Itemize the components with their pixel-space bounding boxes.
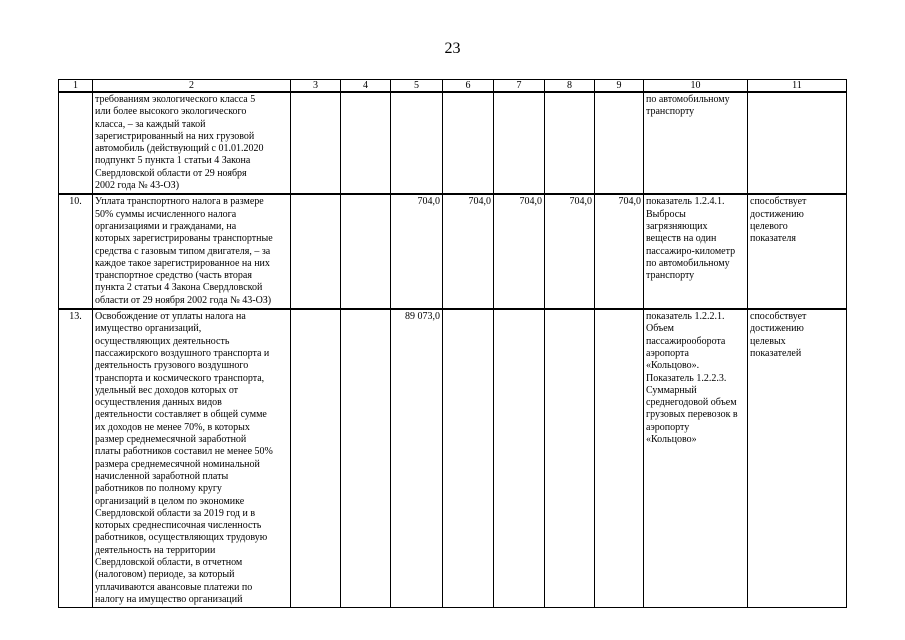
benefit-description-line: пассажирского воздушного транспорта и (95, 347, 270, 359)
column-header: 8 (545, 80, 595, 93)
page-number: 23 (444, 40, 461, 57)
benefit-description-line: средства с газовым типом двигателя, – за (95, 245, 271, 257)
value-col-5 (391, 92, 443, 194)
benefit-description-line: зарегистрированный на них грузовой (95, 130, 255, 142)
value-col-8 (545, 309, 595, 608)
benefit-description-line: организациями и гражданами, на (95, 220, 237, 232)
value-col-9 (595, 92, 644, 194)
benefit-description-line: начисленной заработной платы (95, 470, 229, 482)
benefit-description-line: пункта 2 статьи 4 Закона Свердловской (95, 282, 263, 294)
column-header: 5 (391, 80, 443, 93)
column-header: 3 (291, 80, 341, 93)
contribution-line: достижению (750, 208, 804, 220)
row-number: 10. (59, 194, 93, 309)
value-col-4 (341, 92, 391, 194)
benefit-description-line: Свердловской области, в отчетном (95, 556, 243, 568)
benefit-description (93, 92, 291, 194)
benefit-description-line: осуществления данных видов (95, 397, 222, 409)
indicator-line: аэропорта (646, 347, 689, 359)
value-col-3 (291, 309, 341, 608)
benefit-description-line: работников, осуществляющих трудовую (95, 532, 268, 544)
indicator-line: показатель 1.2.4.1. (646, 196, 725, 208)
value-col-8: 704,0 (545, 194, 595, 309)
contribution-line: показателей (750, 347, 802, 359)
row-number (59, 92, 93, 194)
contribution-line: достижению (750, 323, 804, 335)
column-header: 9 (595, 80, 644, 93)
value-col-9 (595, 309, 644, 608)
table-header-row (59, 80, 847, 93)
benefit-description-line: Свердловской области от 29 ноября (95, 167, 247, 179)
value-col-3 (291, 92, 341, 194)
value-col-7 (494, 92, 545, 194)
contribution-line: показателя (750, 233, 797, 245)
benefit-description-line: налогу на имущество организаций (95, 593, 243, 605)
benefit-description-line: деятельность на территории (95, 544, 216, 556)
contribution (748, 309, 847, 608)
benefit-description-line: их доходов не менее 70%, в которых (95, 421, 250, 433)
benefit-description-line: (налоговом) периоде, за который (95, 569, 235, 581)
value-col-6 (443, 309, 494, 608)
indicator-line: по автомобильному (646, 94, 730, 105)
benefit-description-line: деятельность грузового воздушного (95, 360, 249, 372)
contribution (748, 194, 847, 309)
indicator-line: загрязняющих (646, 220, 708, 232)
indicator-line: пассажиро-километр (646, 245, 736, 257)
contribution-line: способствует (750, 311, 807, 323)
benefit-description-line: Освобождение от уплаты налога на (95, 311, 246, 323)
benefit-description-line: размер среднемесячной заработной (95, 434, 247, 446)
indicator-line: показатель 1.2.2.1. (646, 311, 725, 323)
column-header: 1 (59, 80, 93, 93)
value-col-4 (341, 194, 391, 309)
contribution-line: целевых (750, 335, 786, 347)
benefit-description-line: организаций в целом по экономике (95, 495, 245, 507)
indicator-line: транспорту (646, 106, 695, 118)
value-col-6 (443, 92, 494, 194)
benefit-description-line: 2002 года № 43-ОЗ) (95, 180, 180, 192)
benefit-description-line: требованиям экологического класса 5 (95, 94, 256, 105)
column-header: 10 (644, 80, 748, 93)
benefit-description-line: области от 29 ноября 2002 года № 43-ОЗ) (95, 294, 272, 306)
indicator-line: аэропорту (646, 421, 690, 433)
column-header: 6 (443, 80, 494, 93)
value-col-5: 89 073,0 (391, 309, 443, 608)
benefit-description-line: имущество организаций, (95, 323, 202, 335)
indicator-line: «Кольцово». (646, 360, 700, 372)
column-header: 2 (93, 80, 291, 93)
benefit-description-line: которых зарегистрированы транспортные (95, 233, 273, 245)
indicator (644, 194, 748, 309)
benefit-description-line: осуществляющих деятельность (95, 335, 230, 347)
benefit-description-line: Уплата транспортного налога в размере (95, 196, 264, 208)
benefit-description-line: 50% суммы исчисленного налога (95, 208, 237, 220)
benefit-description-line: подпункт 5 пункта 1 статьи 4 Закона (95, 155, 251, 167)
benefits-table (58, 79, 847, 608)
indicator-line: Выбросы (646, 208, 686, 220)
benefit-description-line: платы работников составил не менее 50% (95, 446, 273, 458)
indicator-line: транспорту (646, 270, 695, 282)
value-col-7 (494, 309, 545, 608)
benefit-description-line: удельный вес доходов которых от (95, 384, 239, 396)
indicator-line: веществ на один (646, 233, 717, 245)
column-header: 4 (341, 80, 391, 93)
row-number: 13. (59, 309, 93, 608)
benefit-description-line: работников по полному кругу (95, 483, 222, 495)
value-col-7: 704,0 (494, 194, 545, 309)
benefit-description-line: автомобиль (действующий с 01.01.2020 (95, 143, 264, 155)
benefit-description-line: деятельности составляет в общей сумме (95, 409, 267, 421)
column-header: 11 (748, 80, 847, 93)
value-col-4 (341, 309, 391, 608)
contribution-line: целевого (750, 220, 788, 232)
table-row (59, 92, 847, 194)
indicator-line: Объем (646, 323, 674, 335)
indicator-line: пассажирооборота (646, 335, 726, 347)
indicator-line: «Кольцово» (646, 434, 697, 446)
contribution-line: способствует (750, 196, 807, 208)
benefit-description-line: транспортное средство (часть вторая (95, 270, 252, 282)
benefit-description (93, 194, 291, 309)
benefit-description-line: каждое такое зарегистрированное на них (95, 257, 270, 269)
table-row (59, 194, 847, 309)
benefit-description-line: размера среднемесячной номинальной (95, 458, 260, 470)
benefit-description-line: Свердловской области за 2019 год и в (95, 507, 256, 519)
value-col-3 (291, 194, 341, 309)
indicator-line: Суммарный (646, 384, 697, 396)
benefit-description-line: которых среднесписочная численность (95, 520, 262, 532)
contribution (748, 92, 847, 194)
indicator-line: грузовых перевозок в (646, 409, 738, 421)
value-col-6: 704,0 (443, 194, 494, 309)
indicator (644, 309, 748, 608)
column-header: 7 (494, 80, 545, 93)
benefit-description-line: или более высокого экологического (95, 106, 247, 118)
indicator-line: по автомобильному (646, 257, 730, 269)
value-col-8 (545, 92, 595, 194)
indicator (644, 92, 748, 194)
benefit-description-line: класса, – за каждый такой (95, 118, 206, 130)
indicator-line: Показатель 1.2.2.3. (646, 372, 727, 384)
benefit-description (93, 309, 291, 608)
value-col-9: 704,0 (595, 194, 644, 309)
indicator-line: среднегодовой объем (646, 397, 737, 409)
benefit-description-line: уплачиваются авансовые платежи по (95, 581, 253, 593)
table-row (59, 309, 847, 608)
value-col-5: 704,0 (391, 194, 443, 309)
benefit-description-line: транспорта и космического транспорта, (95, 372, 265, 384)
